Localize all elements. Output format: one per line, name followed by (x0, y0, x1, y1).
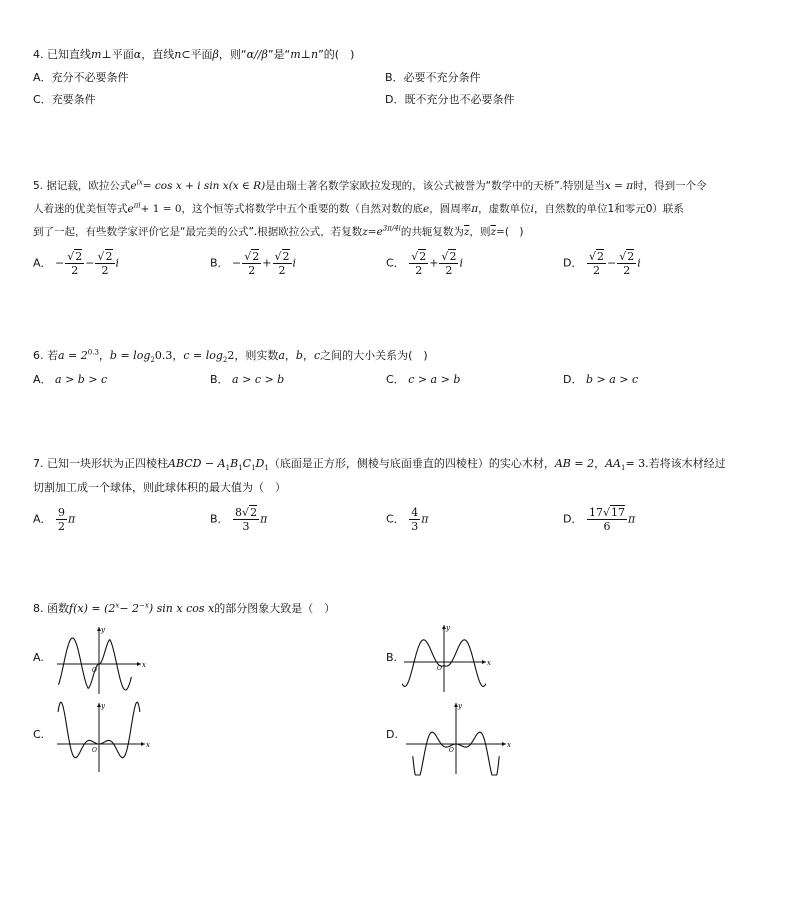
graph-c-svg (55, 700, 151, 774)
q4-stem: 4. 已知直线m⊥平面α，直线n⊂平面β，则“α//β”是“m⊥n”的( ) (33, 48, 355, 61)
fraction: $\frac{√2}{2}$ (588, 250, 604, 277)
graph-b-svg (402, 622, 492, 694)
x-axis-label: x (507, 741, 511, 749)
x-axis-arrow (502, 742, 506, 746)
q6-stem: 6. 若$a = 2^{0.3}$，$b = \log_20.3$，$c = \log_22$，则实数a，b，c之间的大小关系为( ) (33, 348, 428, 365)
q4-option-b[interactable]: B．必要不充分条件 (385, 71, 481, 84)
origin-label: O (437, 665, 442, 672)
q7-option-b[interactable]: B． $\frac{8√2}{3}$ π (210, 506, 268, 533)
q5-option-a[interactable]: A． − $\frac{√2}{2}$ − $\frac{√2}{2}$ i (33, 250, 120, 277)
q5-option-b[interactable]: B． − $\frac{√2}{2}$ + $\frac{√2}{2}$ i (210, 250, 297, 277)
q7-option-d[interactable]: D． $\frac{17√17}{6}$ π (563, 506, 636, 533)
q8-option-d-label[interactable]: D. (386, 728, 398, 741)
q7-stem-line1: 7. 已知一块形状为正四棱柱ABCD − $A_1B_1C_1D_1$（底面是正方形，侧棱与底面垂直的四棱柱）的实心木材，AB = 2，$AA_1= 3$.若将该木材经过 (33, 457, 726, 473)
x-axis-label: x (146, 741, 150, 749)
q6-option-c[interactable]: C． c > a > b (386, 373, 461, 386)
origin-label: O (92, 747, 97, 754)
graph-d-svg (404, 700, 512, 776)
q8-graph-b[interactable] (402, 622, 492, 694)
q8-graph-a[interactable] (55, 624, 147, 696)
fraction: $\frac{√2}{2}$ (97, 250, 113, 277)
origin-label: O (449, 747, 454, 754)
q8-option-c-label[interactable]: C. (33, 728, 45, 741)
q6-option-a[interactable]: A． a > b > c (33, 373, 108, 386)
q5-stem-line3: 到了一起，有些数学家评价它是“最完美的公式”.根据欧拉公式，若复数$z=e^{3\pi/4i}$的共轭复数为$\overline{z}$，则$\overline{z}=$( ) (33, 224, 524, 238)
fraction: $\frac{17√17}{6}$ (588, 506, 625, 533)
fraction: $\frac{√2}{2}$ (441, 250, 457, 277)
y-axis-label: y (446, 624, 450, 632)
origin-label: O (92, 667, 97, 674)
y-axis-label: y (101, 626, 105, 634)
q6-option-b[interactable]: B． a > c > b (210, 373, 285, 386)
x-axis-label: x (487, 659, 491, 667)
q8-option-a-label[interactable]: A. (33, 651, 44, 664)
q4-option-c[interactable]: C．充要条件 (33, 93, 96, 106)
fraction: $\frac{√2}{2}$ (411, 250, 427, 277)
q8-option-b-label[interactable]: B. (386, 651, 398, 664)
q5-stem-line1: 5. 据记载，欧拉公式$e^{ix}= \cos x + i$ sin x(x ∈ R)是由瑞士著名数学家欧拉发现的，该公式被誉为“数学中的天桥”.特别是当x = π时，得到一个令 (33, 178, 707, 192)
q5-option-d[interactable]: D． $\frac{√2}{2}$ − $\frac{√2}{2}$ i (563, 250, 641, 277)
q8-stem: 8. 函数$f(x) = (2^x- 2^{-x})$ sin x cos x的部分图象大致是（ ） (33, 601, 336, 615)
fraction: $\frac{9}{2}$ (58, 506, 66, 533)
q7-stem-line2: 切割加工成一个球体，则此球体积的最大值为（ ） (33, 481, 286, 494)
fraction: $\frac{8√2}{3}$ (235, 506, 258, 533)
graph-a-svg (55, 624, 147, 696)
y-axis-label: y (458, 702, 462, 710)
q4-option-d[interactable]: D．既不充分也不必要条件 (385, 93, 515, 106)
q4-option-a[interactable]: A．充分不必要条件 (33, 71, 129, 84)
x-axis-arrow (482, 660, 486, 664)
q7-option-a[interactable]: A． $\frac{9}{2}$ π (33, 506, 76, 533)
fraction: $\frac{4}{3}$ (411, 506, 419, 533)
q6-option-d[interactable]: D． b > a > c (563, 373, 639, 386)
x-axis-label: x (142, 661, 146, 669)
fraction: $\frac{√2}{2}$ (244, 250, 260, 277)
y-axis-label: y (101, 702, 105, 710)
q7-option-c[interactable]: C． $\frac{4}{3}$ π (386, 506, 429, 533)
x-axis-arrow (141, 742, 145, 746)
q8-graph-d[interactable] (404, 700, 512, 776)
x-axis-arrow (137, 662, 141, 666)
q5-option-c[interactable]: C． $\frac{√2}{2}$ + $\frac{√2}{2}$ i (386, 250, 463, 277)
fraction: $\frac{√2}{2}$ (619, 250, 635, 277)
q8-graph-c[interactable] (55, 700, 151, 774)
fraction: $\frac{√2}{2}$ (67, 250, 83, 277)
fraction: $\frac{√2}{2}$ (274, 250, 290, 277)
q5-stem-line2: 人着迷的优美恒等式$e^{\pi i}+ 1 = 0$，这个恒等式将数学中五个重要的数（自然对数的底e，圆周率π，虚数单位i，自然数的单位1和零元0）联系 (33, 201, 684, 215)
